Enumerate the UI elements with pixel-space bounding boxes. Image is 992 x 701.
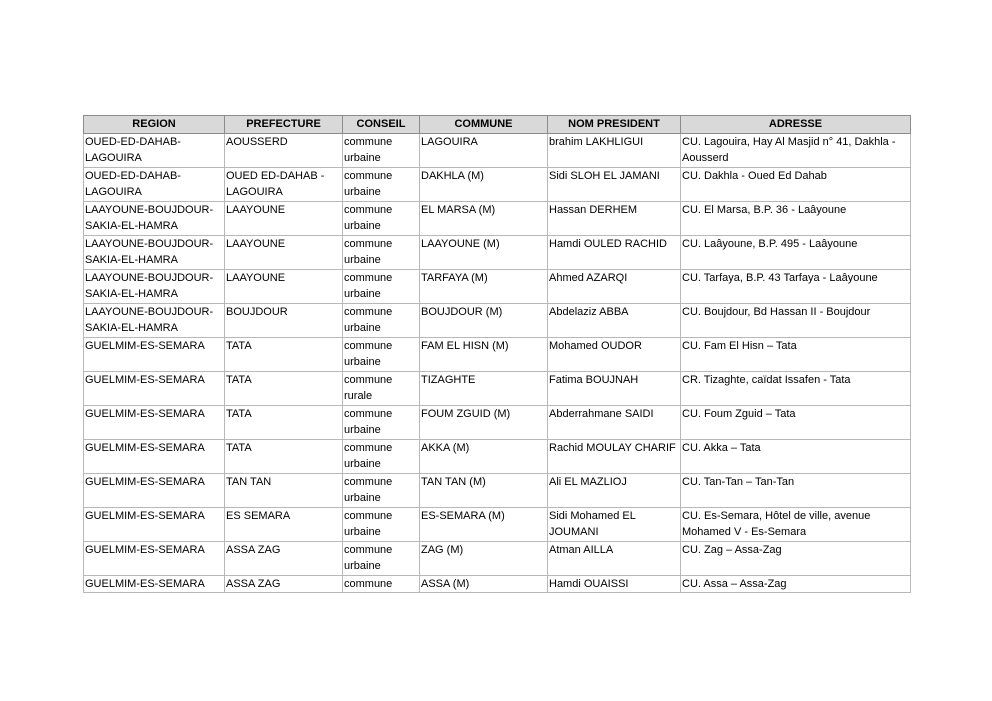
cell-commune: BOUJDOUR (M)	[420, 304, 548, 338]
cell-conseil: commune urbaine	[343, 440, 420, 474]
cell-prefecture: ASSA ZAG	[225, 542, 343, 576]
cell-nom-president: Sidi SLOH EL JAMANI	[548, 168, 681, 202]
cell-region: GUELMIM-ES-SEMARA	[84, 542, 225, 576]
cell-conseil: commune urbaine	[343, 304, 420, 338]
cell-nom-president: Hassan DERHEM	[548, 202, 681, 236]
cell-nom-president: Abdelaziz ABBA	[548, 304, 681, 338]
cell-region: GUELMIM-ES-SEMARA	[84, 474, 225, 508]
cell-region: OUED-ED-DAHAB-LAGOUIRA	[84, 168, 225, 202]
table-row	[84, 406, 911, 440]
cell-conseil: commune urbaine	[343, 406, 420, 440]
cell-nom-president: Mohamed OUDOR	[548, 338, 681, 372]
cell-nom-president: Hamdi OULED RACHID	[548, 236, 681, 270]
header-region: REGION	[84, 116, 225, 134]
cell-prefecture: BOUJDOUR	[225, 304, 343, 338]
cell-nom-president: Abderrahmane SAIDI	[548, 406, 681, 440]
cell-region: LAAYOUNE-BOUJDOUR-SAKIA-EL-HAMRA	[84, 202, 225, 236]
cell-nom-president: brahim LAKHLIGUI	[548, 134, 681, 168]
cell-commune: EL MARSA (M)	[420, 202, 548, 236]
cell-nom-president: Hamdi OUAISSI	[548, 576, 681, 593]
header-nom-president: NOM PRESIDENT	[548, 116, 681, 134]
cell-adresse: CU. Laâyoune, B.P. 495 - Laâyoune	[681, 236, 911, 270]
cell-nom-president: Atman AILLA	[548, 542, 681, 576]
cell-nom-president: Rachid MOULAY CHARIF	[548, 440, 681, 474]
cell-adresse: CU. Es-Semara, Hôtel de ville, avenue Mohamed V - Es-Semara	[681, 508, 911, 542]
cell-conseil: commune	[343, 576, 420, 593]
cell-region: GUELMIM-ES-SEMARA	[84, 338, 225, 372]
cell-adresse: CR. Tizaghte, caïdat Issafen - Tata	[681, 372, 911, 406]
cell-commune: LAGOUIRA	[420, 134, 548, 168]
cell-region: LAAYOUNE-BOUJDOUR-SAKIA-EL-HAMRA	[84, 270, 225, 304]
cell-region: GUELMIM-ES-SEMARA	[84, 508, 225, 542]
cell-commune: TIZAGHTE	[420, 372, 548, 406]
table-header-row	[84, 116, 911, 134]
cell-adresse: CU. Lagouira, Hay Al Masjid n° 41, Dakhla - Aousserd	[681, 134, 911, 168]
cell-adresse: CU. Dakhla - Oued Ed Dahab	[681, 168, 911, 202]
cell-region: LAAYOUNE-BOUJDOUR-SAKIA-EL-HAMRA	[84, 304, 225, 338]
cell-conseil: commune urbaine	[343, 270, 420, 304]
cell-prefecture: LAAYOUNE	[225, 236, 343, 270]
table-row	[84, 508, 911, 542]
cell-adresse: CU. El Marsa, B.P. 36 - Laâyoune	[681, 202, 911, 236]
cell-prefecture: TATA	[225, 440, 343, 474]
cell-prefecture: TATA	[225, 338, 343, 372]
cell-commune: TAN TAN (M)	[420, 474, 548, 508]
cell-region: LAAYOUNE-BOUJDOUR-SAKIA-EL-HAMRA	[84, 236, 225, 270]
cell-nom-president: Ahmed AZARQI	[548, 270, 681, 304]
cell-conseil: commune urbaine	[343, 474, 420, 508]
cell-adresse: CU. Tan-Tan – Tan-Tan	[681, 474, 911, 508]
cell-commune: ES-SEMARA (M)	[420, 508, 548, 542]
cell-nom-president: Fatima BOUJNAH	[548, 372, 681, 406]
cell-nom-president: Sidi Mohamed EL JOUMANI	[548, 508, 681, 542]
table-row	[84, 202, 911, 236]
cell-nom-president: Ali EL MAZLIOJ	[548, 474, 681, 508]
header-conseil: CONSEIL	[343, 116, 420, 134]
table-row	[84, 270, 911, 304]
cell-prefecture: OUED ED-DAHAB - LAGOUIRA	[225, 168, 343, 202]
cell-prefecture: AOUSSERD	[225, 134, 343, 168]
cell-commune: LAAYOUNE (M)	[420, 236, 548, 270]
cell-conseil: commune urbaine	[343, 134, 420, 168]
table-row	[84, 372, 911, 406]
table-row	[84, 304, 911, 338]
cell-region: GUELMIM-ES-SEMARA	[84, 406, 225, 440]
table-row	[84, 168, 911, 202]
cell-prefecture: TAN TAN	[225, 474, 343, 508]
cell-prefecture: ASSA ZAG	[225, 576, 343, 593]
cell-prefecture: TATA	[225, 372, 343, 406]
cell-commune: FAM EL HISN (M)	[420, 338, 548, 372]
cell-commune: TARFAYA (M)	[420, 270, 548, 304]
table-row	[84, 338, 911, 372]
cell-prefecture: LAAYOUNE	[225, 270, 343, 304]
commune-presidents-table	[83, 115, 911, 593]
header-adresse: ADRESSE	[681, 116, 911, 134]
header-commune: COMMUNE	[420, 116, 548, 134]
cell-prefecture: ES SEMARA	[225, 508, 343, 542]
cell-adresse: CU. Zag – Assa-Zag	[681, 542, 911, 576]
cell-adresse: CU. Tarfaya, B.P. 43 Tarfaya - Laâyoune	[681, 270, 911, 304]
cell-adresse: CU. Fam El Hisn – Tata	[681, 338, 911, 372]
cell-region: OUED-ED-DAHAB-LAGOUIRA	[84, 134, 225, 168]
table-row	[84, 236, 911, 270]
cell-adresse: CU. Foum Zguid – Tata	[681, 406, 911, 440]
cell-adresse: CU. Boujdour, Bd Hassan II - Boujdour	[681, 304, 911, 338]
table-row	[84, 440, 911, 474]
cell-region: GUELMIM-ES-SEMARA	[84, 440, 225, 474]
cell-conseil: commune urbaine	[343, 338, 420, 372]
cell-commune: ZAG (M)	[420, 542, 548, 576]
cell-region: GUELMIM-ES-SEMARA	[84, 372, 225, 406]
cell-region: GUELMIM-ES-SEMARA	[84, 576, 225, 593]
table-body	[84, 134, 911, 593]
cell-commune: FOUM ZGUID (M)	[420, 406, 548, 440]
cell-conseil: commune urbaine	[343, 168, 420, 202]
cell-conseil: commune urbaine	[343, 236, 420, 270]
cell-conseil: commune urbaine	[343, 542, 420, 576]
cell-commune: AKKA (M)	[420, 440, 548, 474]
table-row	[84, 542, 911, 576]
cell-conseil: commune urbaine	[343, 508, 420, 542]
cell-commune: DAKHLA (M)	[420, 168, 548, 202]
table-row	[84, 134, 911, 168]
header-prefecture: PREFECTURE	[225, 116, 343, 134]
cell-prefecture: TATA	[225, 406, 343, 440]
cell-prefecture: LAAYOUNE	[225, 202, 343, 236]
cell-adresse: CU. Assa – Assa-Zag	[681, 576, 911, 593]
cell-adresse: CU. Akka – Tata	[681, 440, 911, 474]
table-row	[84, 576, 911, 593]
cell-commune: ASSA (M)	[420, 576, 548, 593]
table-row	[84, 474, 911, 508]
cell-conseil: commune rurale	[343, 372, 420, 406]
cell-conseil: commune urbaine	[343, 202, 420, 236]
